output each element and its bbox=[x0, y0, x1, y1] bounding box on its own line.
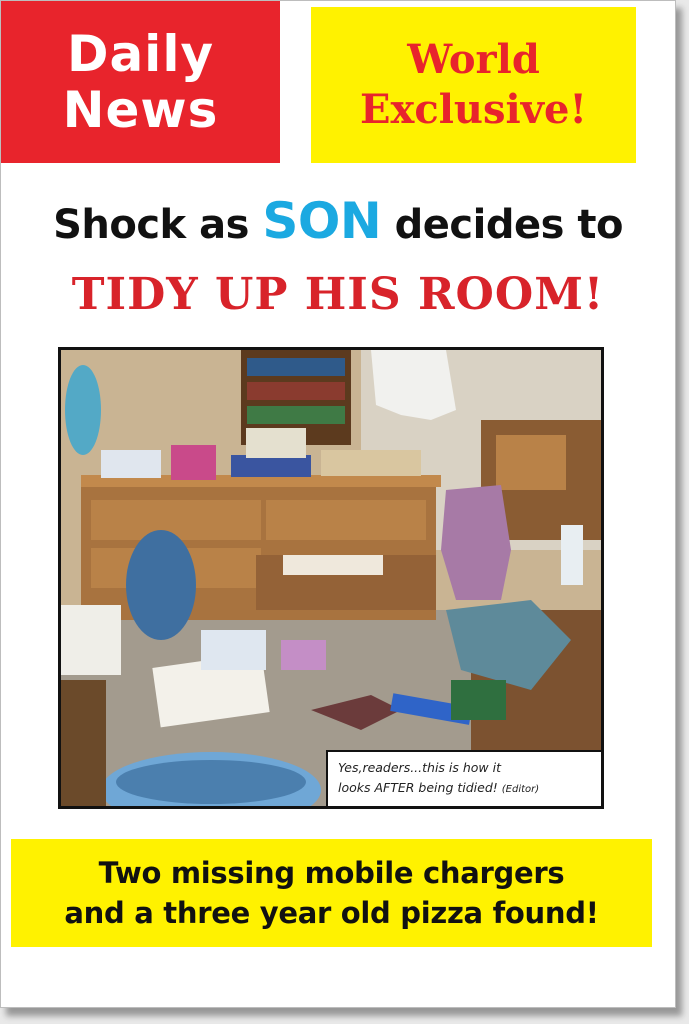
bottom-line-2: and a three year old pizza found! bbox=[64, 896, 599, 930]
headline-line-1 bbox=[1, 191, 675, 255]
caption-line-1: Yes,readers...this is how it bbox=[338, 760, 502, 775]
headline-before: Shock as bbox=[53, 202, 249, 248]
headline-line-2: TIDY UP HIS ROOM! bbox=[71, 269, 605, 320]
exclusive-line-2: Exclusive! bbox=[360, 86, 587, 133]
bottom-line-1: Two missing mobile chargers bbox=[98, 856, 565, 890]
exclusive-line-1: World bbox=[407, 36, 540, 83]
headline-after: decides to bbox=[394, 202, 623, 248]
caption-line-2 bbox=[338, 778, 595, 800]
masthead bbox=[1, 1, 280, 163]
exclusive-badge bbox=[311, 7, 636, 163]
caption-editor: (Editor) bbox=[501, 784, 540, 795]
bottom-banner bbox=[11, 839, 652, 947]
room-illustration bbox=[61, 350, 601, 806]
headline-highlight: SON bbox=[262, 192, 382, 250]
messy-room-photo bbox=[58, 347, 604, 809]
masthead-line-1: Daily bbox=[66, 25, 215, 83]
photo-caption bbox=[326, 750, 601, 806]
masthead-line-2: News bbox=[62, 81, 219, 139]
caption-text: looks AFTER being tidied! bbox=[338, 780, 498, 795]
